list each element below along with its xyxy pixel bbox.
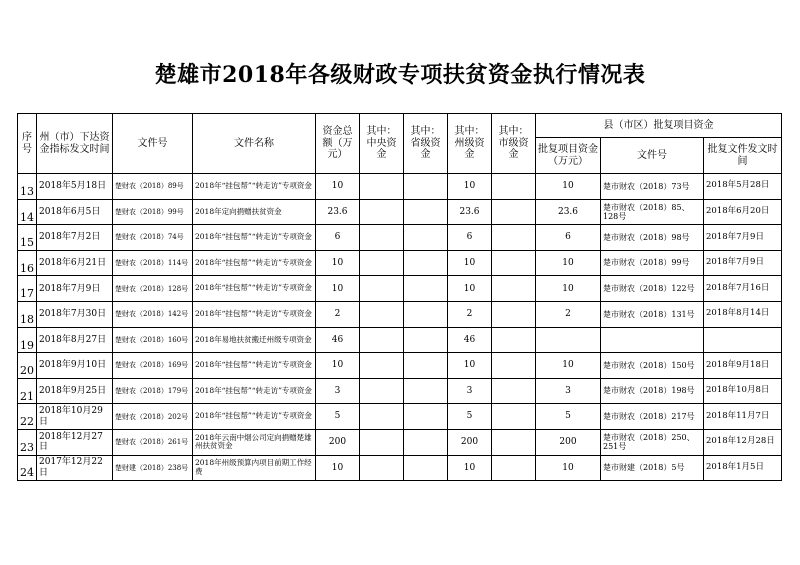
cell-county-amount: 2	[536, 301, 601, 327]
header-county-group: 县（市区）批复项目资金	[536, 114, 782, 138]
cell-total: 6	[316, 225, 360, 251]
cell-province	[404, 276, 448, 302]
cell-zhou-date: 2018年7月30日	[37, 301, 113, 327]
cell-prefecture: 200	[448, 429, 492, 455]
cell-province	[404, 174, 448, 200]
cell-zhou-date: 2018年12月27日	[37, 429, 113, 455]
cell-county-date: 2018年7月9日	[704, 225, 782, 251]
cell-county-amount: 6	[536, 225, 601, 251]
cell-county-doc: 楚市财农（2018）99号	[601, 250, 704, 276]
cell-county-amount: 10	[536, 174, 601, 200]
cell-doc-name: 2018年易地扶贫搬迁州级专项资金	[193, 327, 316, 353]
funds-table	[17, 113, 782, 481]
cell-seq: 22	[18, 404, 37, 430]
cell-prefecture: 10	[448, 174, 492, 200]
cell-prefecture: 6	[448, 225, 492, 251]
cell-zhou-date: 2018年9月10日	[37, 353, 113, 379]
cell-central	[360, 327, 404, 353]
cell-county-amount: 5	[536, 404, 601, 430]
cell-doc-no: 楚财农（2018）142号	[113, 301, 193, 327]
cell-doc-no: 楚财建（2018）238号	[113, 455, 193, 481]
cell-total: 10	[316, 250, 360, 276]
cell-county-amount	[536, 327, 601, 353]
cell-zhou-date: 2017年12月22日	[37, 455, 113, 481]
cell-county-date	[704, 327, 782, 353]
cell-county-date: 2018年1月5日	[704, 455, 782, 481]
cell-county-date: 2018年6月20日	[704, 199, 782, 225]
cell-city	[492, 378, 536, 404]
table-row	[18, 301, 782, 327]
header-zhou-date: 州（市）下达资金指标发文时间	[37, 114, 113, 174]
cell-central	[360, 174, 404, 200]
cell-county-doc	[601, 327, 704, 353]
cell-county-doc: 楚市财农（2018）98号	[601, 225, 704, 251]
cell-central	[360, 378, 404, 404]
cell-seq: 24	[18, 455, 37, 481]
cell-zhou-date: 2018年6月5日	[37, 199, 113, 225]
cell-central	[360, 276, 404, 302]
cell-prefecture: 10	[448, 250, 492, 276]
cell-doc-name: 2018年“挂包帮”“转走访”专项资金	[193, 404, 316, 430]
cell-city	[492, 404, 536, 430]
cell-province	[404, 429, 448, 455]
cell-county-doc: 楚市财农（2018）85、128号	[601, 199, 704, 225]
cell-seq: 21	[18, 378, 37, 404]
cell-seq: 20	[18, 353, 37, 379]
cell-doc-name: 2018年“挂包帮”“转走访”专项资金	[193, 301, 316, 327]
cell-zhou-date: 2018年8月27日	[37, 327, 113, 353]
header-doc-name: 文件名称	[193, 114, 316, 174]
cell-total: 10	[316, 455, 360, 481]
cell-doc-no: 楚财农（2018）179号	[113, 378, 193, 404]
cell-city	[492, 429, 536, 455]
cell-province	[404, 455, 448, 481]
cell-central	[360, 301, 404, 327]
cell-province	[404, 404, 448, 430]
cell-city	[492, 199, 536, 225]
cell-central	[360, 455, 404, 481]
table-row	[18, 455, 782, 481]
cell-county-amount: 10	[536, 250, 601, 276]
cell-doc-no: 楚财农（2018）261号	[113, 429, 193, 455]
cell-doc-no: 楚财农（2018）128号	[113, 276, 193, 302]
cell-province	[404, 199, 448, 225]
cell-county-date: 2018年9月18日	[704, 353, 782, 379]
cell-total: 10	[316, 353, 360, 379]
header-county-amount: 批复项目资金（万元）	[536, 138, 601, 174]
cell-doc-no: 楚财农（2018）114号	[113, 250, 193, 276]
cell-central	[360, 404, 404, 430]
cell-central	[360, 353, 404, 379]
cell-county-doc: 楚市财建（2018）5号	[601, 455, 704, 481]
table-row	[18, 250, 782, 276]
cell-doc-name: 2018年定向捐赠扶贫资金	[193, 199, 316, 225]
cell-seq: 14	[18, 199, 37, 225]
cell-total: 5	[316, 404, 360, 430]
cell-total: 10	[316, 276, 360, 302]
cell-county-date: 2018年8月14日	[704, 301, 782, 327]
cell-county-amount: 23.6	[536, 199, 601, 225]
cell-province	[404, 225, 448, 251]
header-county-doc: 文件号	[601, 138, 704, 174]
cell-county-doc: 楚市财农（2018）73号	[601, 174, 704, 200]
cell-doc-name: 2018年云南中烟公司定向捐赠楚雄州扶贫资金	[193, 429, 316, 455]
cell-seq: 19	[18, 327, 37, 353]
cell-county-doc: 楚市财农（2018）217号	[601, 404, 704, 430]
cell-central	[360, 250, 404, 276]
cell-zhou-date: 2018年10月29日	[37, 404, 113, 430]
cell-doc-name: 2018年“挂包帮”“转走访”专项资金	[193, 225, 316, 251]
cell-prefecture: 2	[448, 301, 492, 327]
cell-city	[492, 455, 536, 481]
cell-city	[492, 250, 536, 276]
cell-central	[360, 225, 404, 251]
cell-city	[492, 276, 536, 302]
cell-county-amount: 10	[536, 455, 601, 481]
cell-county-amount: 10	[536, 276, 601, 302]
cell-prefecture: 3	[448, 378, 492, 404]
cell-seq: 16	[18, 250, 37, 276]
cell-zhou-date: 2018年7月2日	[37, 225, 113, 251]
cell-county-date: 2018年7月16日	[704, 276, 782, 302]
table-row	[18, 429, 782, 455]
cell-county-amount: 200	[536, 429, 601, 455]
table-row	[18, 199, 782, 225]
cell-central	[360, 199, 404, 225]
cell-doc-name: 2018年州级预算内项目前期工作经费	[193, 455, 316, 481]
cell-zhou-date: 2018年9月25日	[37, 378, 113, 404]
cell-city	[492, 174, 536, 200]
cell-city	[492, 301, 536, 327]
table-row	[18, 327, 782, 353]
table-row	[18, 174, 782, 200]
cell-county-date: 2018年12月28日	[704, 429, 782, 455]
cell-county-doc: 楚市财农（2018）198号	[601, 378, 704, 404]
cell-doc-no: 楚财农（2018）89号	[113, 174, 193, 200]
cell-province	[404, 301, 448, 327]
cell-county-date: 2018年7月9日	[704, 250, 782, 276]
cell-total: 2	[316, 301, 360, 327]
cell-seq: 15	[18, 225, 37, 251]
cell-county-date: 2018年10月8日	[704, 378, 782, 404]
table-row	[18, 353, 782, 379]
table-row	[18, 404, 782, 430]
cell-seq: 17	[18, 276, 37, 302]
cell-zhou-date: 2018年7月9日	[37, 276, 113, 302]
table-row	[18, 276, 782, 302]
header-province: 其中：省级资金	[404, 114, 448, 174]
header-county-date: 批复文件发文时间	[704, 138, 782, 174]
cell-prefecture: 23.6	[448, 199, 492, 225]
cell-zhou-date: 2018年6月21日	[37, 250, 113, 276]
header-doc-no: 文件号	[113, 114, 193, 174]
cell-seq: 18	[18, 301, 37, 327]
cell-county-date: 2018年5月28日	[704, 174, 782, 200]
page-title: 楚雄市2018年各级财政专项扶贫资金执行情况表	[154, 62, 646, 88]
table-body	[18, 174, 782, 481]
cell-doc-name: 2018年“挂包帮”“转走访”专项资金	[193, 276, 316, 302]
cell-county-amount: 10	[536, 353, 601, 379]
cell-city	[492, 353, 536, 379]
cell-total: 3	[316, 378, 360, 404]
cell-total: 46	[316, 327, 360, 353]
cell-county-date: 2018年11月7日	[704, 404, 782, 430]
cell-doc-no: 楚财农（2018）99号	[113, 199, 193, 225]
header-city: 其中：市级资金	[492, 114, 536, 174]
cell-county-doc: 楚市财农（2018）150号	[601, 353, 704, 379]
cell-county-doc: 楚市财农（2018）122号	[601, 276, 704, 302]
cell-seq: 23	[18, 429, 37, 455]
header-seq: 序号	[18, 114, 37, 174]
cell-total: 10	[316, 174, 360, 200]
cell-province	[404, 327, 448, 353]
cell-doc-name: 2018年“挂包帮”“转走访”专项资金	[193, 174, 316, 200]
cell-doc-name: 2018年“挂包帮”“转走访”专项资金	[193, 378, 316, 404]
cell-county-amount: 3	[536, 378, 601, 404]
cell-doc-no: 楚财农（2018）160号	[113, 327, 193, 353]
cell-doc-name: 2018年“挂包帮”“转走访”专项资金	[193, 250, 316, 276]
cell-seq: 13	[18, 174, 37, 200]
cell-county-doc: 楚市财农（2018）131号	[601, 301, 704, 327]
cell-doc-name: 2018年“挂包帮”“转走访”专项资金	[193, 353, 316, 379]
cell-province	[404, 250, 448, 276]
cell-doc-no: 楚财农（2018）169号	[113, 353, 193, 379]
cell-doc-no: 楚财农（2018）74号	[113, 225, 193, 251]
cell-doc-no: 楚财农（2018）202号	[113, 404, 193, 430]
header-central: 其中：中央资金	[360, 114, 404, 174]
cell-prefecture: 10	[448, 353, 492, 379]
cell-total: 200	[316, 429, 360, 455]
cell-zhou-date: 2018年5月18日	[37, 174, 113, 200]
cell-province	[404, 378, 448, 404]
header-prefecture: 其中：州级资金	[448, 114, 492, 174]
cell-prefecture: 46	[448, 327, 492, 353]
cell-prefecture: 10	[448, 455, 492, 481]
cell-city	[492, 327, 536, 353]
table-row	[18, 378, 782, 404]
table-row	[18, 225, 782, 251]
cell-central	[360, 429, 404, 455]
cell-city	[492, 225, 536, 251]
cell-prefecture: 5	[448, 404, 492, 430]
header-total: 资金总额（万元）	[316, 114, 360, 174]
cell-province	[404, 353, 448, 379]
cell-total: 23.6	[316, 199, 360, 225]
cell-prefecture: 10	[448, 276, 492, 302]
cell-county-doc: 楚市财农（2018）250、251号	[601, 429, 704, 455]
